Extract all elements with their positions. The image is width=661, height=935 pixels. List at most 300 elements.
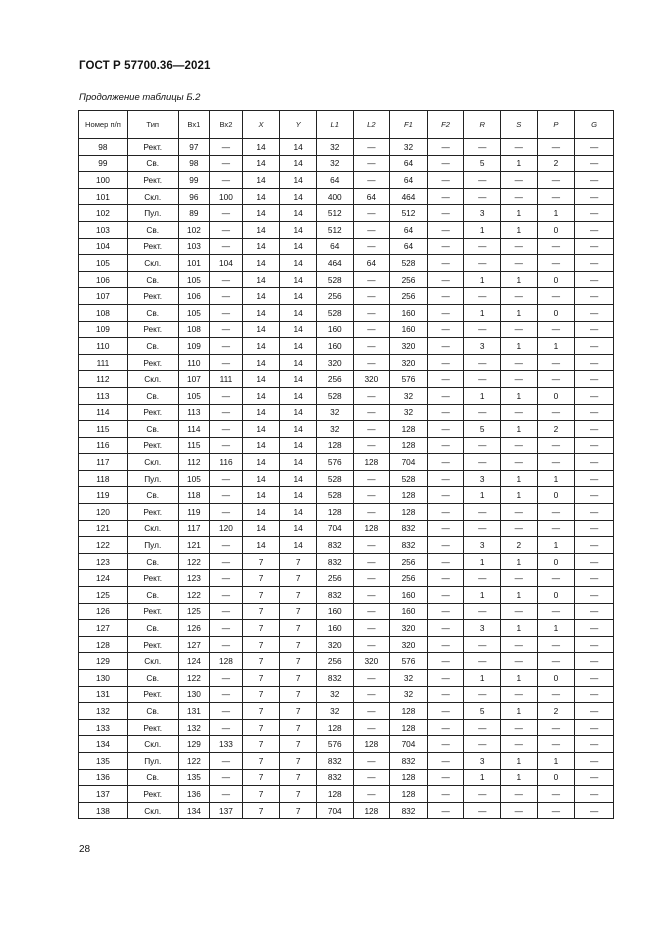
table-row bbox=[79, 338, 614, 355]
table-cell: 14 bbox=[280, 255, 317, 272]
table-cell: — bbox=[575, 752, 614, 769]
table-cell: 138 bbox=[79, 802, 128, 819]
table-cell: — bbox=[501, 570, 538, 587]
table-cell: — bbox=[427, 371, 464, 388]
table-cell: — bbox=[537, 636, 575, 653]
table-cell: 512 bbox=[316, 221, 353, 238]
table-cell: — bbox=[501, 520, 538, 537]
table-cell: Пул. bbox=[127, 470, 178, 487]
table-cell: 121 bbox=[79, 520, 128, 537]
table-cell: 7 bbox=[280, 736, 317, 753]
table-cell: 1 bbox=[501, 221, 538, 238]
table-cell: 14 bbox=[242, 304, 280, 321]
table-cell: — bbox=[575, 620, 614, 637]
table-cell: — bbox=[210, 553, 243, 570]
table-cell: 1 bbox=[501, 587, 538, 604]
table-cell: — bbox=[464, 520, 501, 537]
table-cell: 111 bbox=[210, 371, 243, 388]
table-cell: 3 bbox=[464, 620, 501, 637]
table-cell: — bbox=[210, 603, 243, 620]
table-cell: — bbox=[353, 205, 390, 222]
table-cell: 7 bbox=[280, 786, 317, 803]
table-cell: 14 bbox=[242, 454, 280, 471]
table-cell: — bbox=[537, 786, 575, 803]
table-cell: — bbox=[575, 802, 614, 819]
table-cell: 14 bbox=[280, 188, 317, 205]
table-cell: 113 bbox=[178, 404, 210, 421]
table-cell: 14 bbox=[242, 139, 280, 156]
table-cell: Рект. bbox=[127, 354, 178, 371]
table-cell: — bbox=[537, 437, 575, 454]
table-cell: — bbox=[427, 454, 464, 471]
table-cell: — bbox=[427, 221, 464, 238]
table-cell: 135 bbox=[79, 752, 128, 769]
table-cell: 105 bbox=[178, 271, 210, 288]
table-cell: — bbox=[501, 188, 538, 205]
table-cell: 5 bbox=[464, 703, 501, 720]
table-cell: 14 bbox=[280, 437, 317, 454]
table-row bbox=[79, 570, 614, 587]
table-cell: 32 bbox=[316, 139, 353, 156]
table-cell: 832 bbox=[316, 752, 353, 769]
table-row bbox=[79, 387, 614, 404]
table-cell: 128 bbox=[390, 437, 428, 454]
table-cell: 14 bbox=[280, 520, 317, 537]
table-cell: — bbox=[575, 271, 614, 288]
table-cell: 1 bbox=[501, 205, 538, 222]
table-cell: — bbox=[353, 155, 390, 172]
table-cell: 0 bbox=[537, 221, 575, 238]
table-cell: — bbox=[353, 719, 390, 736]
table-cell: 14 bbox=[280, 487, 317, 504]
table-cell: Св. bbox=[127, 221, 178, 238]
table-cell: — bbox=[353, 321, 390, 338]
table-cell: — bbox=[537, 354, 575, 371]
table-cell: 124 bbox=[79, 570, 128, 587]
table-cell: 109 bbox=[178, 338, 210, 355]
table-cell: — bbox=[575, 719, 614, 736]
table-cell: 1 bbox=[464, 587, 501, 604]
table-cell: — bbox=[210, 587, 243, 604]
table-cell: — bbox=[575, 321, 614, 338]
table-cell: — bbox=[210, 387, 243, 404]
table-cell: — bbox=[575, 470, 614, 487]
table-cell: Рект. bbox=[127, 238, 178, 255]
table-cell: 130 bbox=[79, 670, 128, 687]
table-cell: 129 bbox=[178, 736, 210, 753]
table-cell: — bbox=[427, 321, 464, 338]
table-cell: 7 bbox=[280, 603, 317, 620]
table-cell: 1 bbox=[501, 670, 538, 687]
data-table bbox=[78, 110, 614, 819]
table-cell: — bbox=[464, 686, 501, 703]
table-cell: 7 bbox=[280, 620, 317, 637]
table-cell: 7 bbox=[280, 636, 317, 653]
table-cell: 122 bbox=[178, 587, 210, 604]
table-cell: — bbox=[427, 620, 464, 637]
table-cell: 400 bbox=[316, 188, 353, 205]
table-row bbox=[79, 620, 614, 637]
table-cell: — bbox=[210, 354, 243, 371]
table-cell: Св. bbox=[127, 387, 178, 404]
table-cell: — bbox=[353, 537, 390, 554]
table-cell: 136 bbox=[79, 769, 128, 786]
table-cell: — bbox=[353, 172, 390, 189]
table-cell: — bbox=[210, 620, 243, 637]
table-cell: 135 bbox=[178, 769, 210, 786]
table-cell: Рект. bbox=[127, 570, 178, 587]
table-cell: — bbox=[427, 703, 464, 720]
table-cell: 1 bbox=[464, 670, 501, 687]
table-row bbox=[79, 752, 614, 769]
table-cell: — bbox=[353, 404, 390, 421]
table-cell: 832 bbox=[390, 802, 428, 819]
table-cell: 109 bbox=[79, 321, 128, 338]
table-cell: — bbox=[353, 421, 390, 438]
table-cell: 7 bbox=[280, 802, 317, 819]
table-cell: — bbox=[575, 437, 614, 454]
table-cell: 32 bbox=[390, 387, 428, 404]
table-row bbox=[79, 288, 614, 305]
table-cell: — bbox=[464, 139, 501, 156]
table-cell: 832 bbox=[316, 587, 353, 604]
table-row bbox=[79, 537, 614, 554]
table-cell: — bbox=[210, 172, 243, 189]
table-cell: 160 bbox=[316, 338, 353, 355]
table-cell: — bbox=[575, 703, 614, 720]
table-cell: — bbox=[427, 139, 464, 156]
table-cell: — bbox=[427, 205, 464, 222]
table-cell: — bbox=[353, 553, 390, 570]
table-cell: 1 bbox=[464, 769, 501, 786]
table-cell: — bbox=[537, 188, 575, 205]
table-cell: — bbox=[575, 686, 614, 703]
table-cell: — bbox=[575, 404, 614, 421]
table-cell: 14 bbox=[280, 221, 317, 238]
table-row bbox=[79, 238, 614, 255]
table-cell: 14 bbox=[242, 487, 280, 504]
table-cell: — bbox=[353, 338, 390, 355]
table-row bbox=[79, 421, 614, 438]
table-cell: 0 bbox=[537, 553, 575, 570]
table-cell: 122 bbox=[178, 752, 210, 769]
table-cell: 7 bbox=[242, 686, 280, 703]
table-cell: 32 bbox=[390, 139, 428, 156]
table-cell: — bbox=[210, 437, 243, 454]
table-cell: — bbox=[537, 520, 575, 537]
table-row bbox=[79, 719, 614, 736]
table-row bbox=[79, 487, 614, 504]
table-cell: 108 bbox=[79, 304, 128, 321]
table-cell: 256 bbox=[390, 570, 428, 587]
table-cell: 103 bbox=[79, 221, 128, 238]
table-cell: 14 bbox=[280, 139, 317, 156]
table-cell: 14 bbox=[242, 205, 280, 222]
table-cell: 7 bbox=[280, 752, 317, 769]
table-row bbox=[79, 802, 614, 819]
table-cell: 160 bbox=[316, 620, 353, 637]
table-cell: 160 bbox=[390, 603, 428, 620]
table-cell: — bbox=[537, 736, 575, 753]
table-cell: — bbox=[537, 719, 575, 736]
table-cell: 105 bbox=[178, 304, 210, 321]
table-cell: — bbox=[537, 288, 575, 305]
table-cell: 14 bbox=[280, 421, 317, 438]
table-cell: — bbox=[464, 802, 501, 819]
table-cell: — bbox=[575, 421, 614, 438]
table-cell: — bbox=[427, 603, 464, 620]
table-cell: — bbox=[501, 404, 538, 421]
table-cell: — bbox=[575, 304, 614, 321]
table-cell: — bbox=[575, 155, 614, 172]
table-cell: 7 bbox=[280, 686, 317, 703]
table-cell: Св. bbox=[127, 304, 178, 321]
table-cell: — bbox=[464, 188, 501, 205]
table-cell: 131 bbox=[178, 703, 210, 720]
table-cell: 7 bbox=[280, 670, 317, 687]
table-cell: — bbox=[575, 553, 614, 570]
table-cell: 7 bbox=[242, 636, 280, 653]
table-cell: — bbox=[210, 205, 243, 222]
table-cell: 14 bbox=[280, 205, 317, 222]
table-cell: — bbox=[427, 238, 464, 255]
table-cell: 832 bbox=[390, 537, 428, 554]
table-cell: — bbox=[537, 404, 575, 421]
table-cell: 7 bbox=[242, 570, 280, 587]
table-cell: — bbox=[353, 587, 390, 604]
column-header-p: P bbox=[537, 111, 575, 139]
table-cell: — bbox=[575, 238, 614, 255]
table-cell: 132 bbox=[79, 703, 128, 720]
table-cell: — bbox=[427, 520, 464, 537]
table-cell: 704 bbox=[390, 736, 428, 753]
table-cell: — bbox=[210, 470, 243, 487]
table-cell: — bbox=[501, 504, 538, 521]
table-cell: — bbox=[575, 653, 614, 670]
table-cell: 106 bbox=[178, 288, 210, 305]
table-cell: — bbox=[353, 786, 390, 803]
table-cell: 0 bbox=[537, 487, 575, 504]
table-row bbox=[79, 255, 614, 272]
table-cell: — bbox=[537, 570, 575, 587]
table-cell: — bbox=[575, 371, 614, 388]
table-cell: — bbox=[575, 354, 614, 371]
table-cell: 320 bbox=[390, 338, 428, 355]
table-cell: — bbox=[353, 288, 390, 305]
table-cell: 7 bbox=[280, 769, 317, 786]
table-cell: 7 bbox=[242, 802, 280, 819]
table-cell: 105 bbox=[79, 255, 128, 272]
table-cell: 1 bbox=[537, 338, 575, 355]
table-cell: Пул. bbox=[127, 537, 178, 554]
table-cell: — bbox=[427, 421, 464, 438]
table-cell: 256 bbox=[316, 570, 353, 587]
table-cell: 160 bbox=[390, 321, 428, 338]
table-cell: 14 bbox=[242, 537, 280, 554]
table-cell: 64 bbox=[390, 238, 428, 255]
table-cell: 7 bbox=[242, 736, 280, 753]
table-cell: 256 bbox=[390, 553, 428, 570]
table-cell: 101 bbox=[79, 188, 128, 205]
table-cell: 32 bbox=[316, 421, 353, 438]
table-cell: 832 bbox=[316, 769, 353, 786]
table-cell: 1 bbox=[537, 620, 575, 637]
table-row bbox=[79, 205, 614, 222]
table-cell: 127 bbox=[178, 636, 210, 653]
table-row bbox=[79, 736, 614, 753]
column-header-l1: L1 bbox=[316, 111, 353, 139]
table-cell: 14 bbox=[280, 155, 317, 172]
table-cell: 133 bbox=[210, 736, 243, 753]
table-row bbox=[79, 437, 614, 454]
table-cell: — bbox=[210, 703, 243, 720]
table-cell: — bbox=[575, 172, 614, 189]
table-cell: — bbox=[427, 188, 464, 205]
table-cell: 704 bbox=[390, 454, 428, 471]
table-cell: 128 bbox=[79, 636, 128, 653]
table-cell: — bbox=[427, 387, 464, 404]
table-body bbox=[79, 139, 614, 819]
table-cell: 128 bbox=[390, 703, 428, 720]
table-cell: 528 bbox=[316, 271, 353, 288]
table-cell: — bbox=[210, 504, 243, 521]
table-cell: — bbox=[427, 487, 464, 504]
table-cell: Рект. bbox=[127, 288, 178, 305]
table-cell: 134 bbox=[79, 736, 128, 753]
table-cell: 1 bbox=[501, 155, 538, 172]
table-cell: 7 bbox=[242, 703, 280, 720]
table-cell: 7 bbox=[242, 553, 280, 570]
table-cell: — bbox=[537, 172, 575, 189]
table-cell: — bbox=[210, 221, 243, 238]
table-cell: 3 bbox=[464, 205, 501, 222]
table-cell: Св. bbox=[127, 553, 178, 570]
table-cell: 108 bbox=[178, 321, 210, 338]
table-row bbox=[79, 769, 614, 786]
table-cell: 128 bbox=[316, 437, 353, 454]
table-row bbox=[79, 172, 614, 189]
table-cell: 128 bbox=[390, 786, 428, 803]
table-cell: 7 bbox=[280, 553, 317, 570]
table-cell: 115 bbox=[79, 421, 128, 438]
table-cell: — bbox=[353, 620, 390, 637]
table-cell: 126 bbox=[79, 603, 128, 620]
table-cell: 1 bbox=[464, 304, 501, 321]
table-cell: 64 bbox=[316, 172, 353, 189]
table-cell: 256 bbox=[316, 371, 353, 388]
table-cell: — bbox=[210, 421, 243, 438]
table-cell: — bbox=[464, 255, 501, 272]
table-cell: — bbox=[210, 670, 243, 687]
table-cell: Св. bbox=[127, 421, 178, 438]
table-cell: 128 bbox=[316, 786, 353, 803]
table-cell: 7 bbox=[280, 703, 317, 720]
table-cell: 64 bbox=[316, 238, 353, 255]
table-cell: 320 bbox=[316, 636, 353, 653]
table-cell: 128 bbox=[353, 520, 390, 537]
table-cell: — bbox=[464, 719, 501, 736]
table-cell: Скл. bbox=[127, 371, 178, 388]
table-cell: 32 bbox=[390, 686, 428, 703]
table-cell: 14 bbox=[280, 371, 317, 388]
table-cell: 14 bbox=[242, 354, 280, 371]
table-cell: 122 bbox=[178, 553, 210, 570]
table-cell: — bbox=[353, 487, 390, 504]
table-cell: — bbox=[464, 504, 501, 521]
table-cell: Рект. bbox=[127, 437, 178, 454]
column-header-s: S bbox=[501, 111, 538, 139]
table-row bbox=[79, 321, 614, 338]
table-cell: 5 bbox=[464, 155, 501, 172]
table-cell: 14 bbox=[242, 221, 280, 238]
table-cell: Скл. bbox=[127, 653, 178, 670]
table-cell: — bbox=[575, 487, 614, 504]
table-cell: — bbox=[537, 371, 575, 388]
table-cell: 112 bbox=[178, 454, 210, 471]
column-header-l2: L2 bbox=[353, 111, 390, 139]
table-cell: 14 bbox=[280, 387, 317, 404]
table-cell: 7 bbox=[242, 653, 280, 670]
table-cell: — bbox=[575, 603, 614, 620]
table-cell: — bbox=[210, 271, 243, 288]
table-cell: 0 bbox=[537, 304, 575, 321]
table-cell: Рект. bbox=[127, 172, 178, 189]
table-cell: 14 bbox=[242, 288, 280, 305]
table-cell: 3 bbox=[464, 470, 501, 487]
table-cell: 576 bbox=[390, 653, 428, 670]
table-cell: 114 bbox=[79, 404, 128, 421]
column-header-in1: Вх1 bbox=[178, 111, 210, 139]
table-row bbox=[79, 587, 614, 604]
table-cell: — bbox=[210, 786, 243, 803]
table-cell: 137 bbox=[79, 786, 128, 803]
table-cell: — bbox=[575, 736, 614, 753]
table-cell: 0 bbox=[537, 587, 575, 604]
table-cell: 7 bbox=[242, 603, 280, 620]
table-cell: — bbox=[501, 238, 538, 255]
table-row bbox=[79, 454, 614, 471]
table-cell: 7 bbox=[242, 752, 280, 769]
table-cell: 256 bbox=[390, 271, 428, 288]
column-header-f1: F1 bbox=[390, 111, 428, 139]
table-cell: — bbox=[427, 537, 464, 554]
table-cell: 32 bbox=[390, 670, 428, 687]
table-cell: — bbox=[210, 487, 243, 504]
table-cell: 14 bbox=[280, 504, 317, 521]
table-cell: — bbox=[210, 139, 243, 156]
table-cell: 105 bbox=[178, 387, 210, 404]
table-cell: 132 bbox=[178, 719, 210, 736]
table-cell: 125 bbox=[79, 587, 128, 604]
table-cell: — bbox=[210, 288, 243, 305]
table-cell: 832 bbox=[316, 670, 353, 687]
table-cell: — bbox=[427, 304, 464, 321]
table-cell: — bbox=[210, 537, 243, 554]
table-cell: 14 bbox=[280, 470, 317, 487]
table-cell: 32 bbox=[316, 404, 353, 421]
table-cell: — bbox=[353, 221, 390, 238]
table-cell: 3 bbox=[464, 338, 501, 355]
table-row bbox=[79, 404, 614, 421]
table-cell: — bbox=[353, 670, 390, 687]
table-cell: 32 bbox=[316, 155, 353, 172]
table-cell: 14 bbox=[280, 238, 317, 255]
table-cell: 3 bbox=[464, 752, 501, 769]
table-cell: Св. bbox=[127, 620, 178, 637]
table-row bbox=[79, 553, 614, 570]
table-cell: — bbox=[501, 354, 538, 371]
table-cell: — bbox=[501, 454, 538, 471]
